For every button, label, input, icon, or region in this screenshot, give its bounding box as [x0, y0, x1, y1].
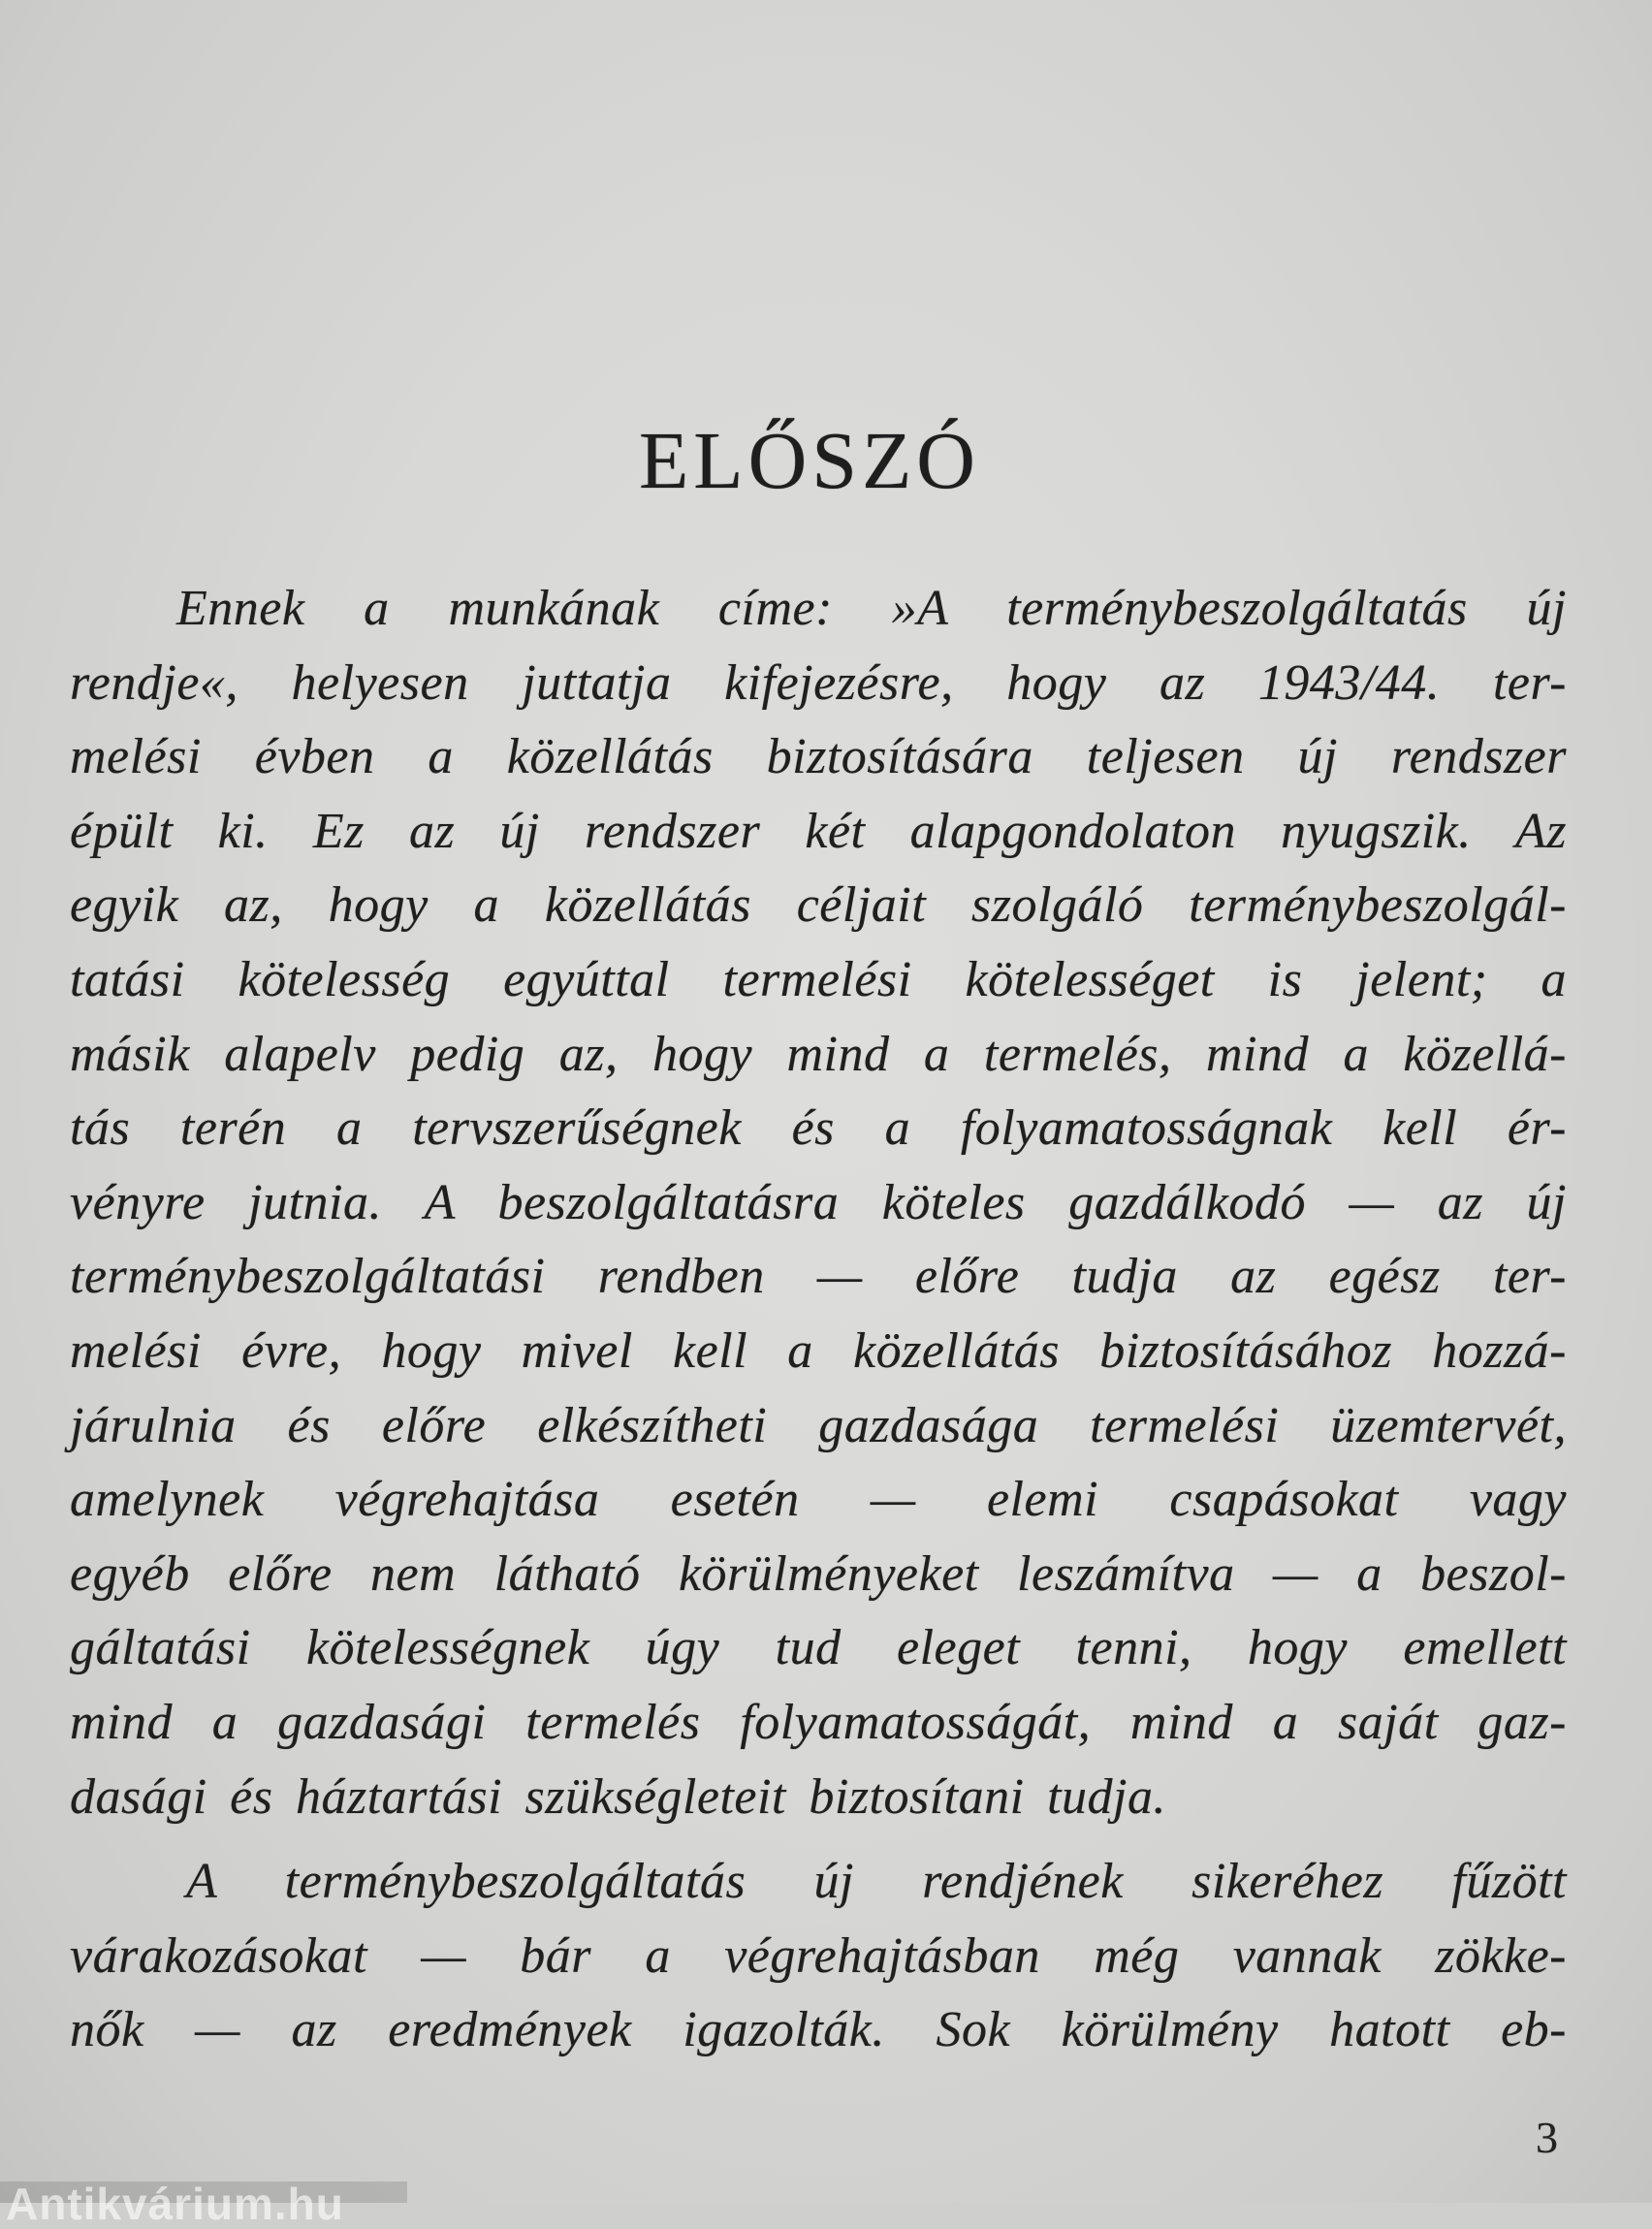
text-line: várakozásokat — bár a végrehajtásban még vannak zökke- — [70, 1927, 1567, 1984]
text-line: másik alapelv pedig az, hogy mind a termelés, mind a közellá- — [70, 1026, 1567, 1082]
text-line: épült ki. Ez az új rendszer két alapgondolaton nyugszik. Az — [70, 803, 1567, 859]
page-number: 3 — [1536, 2113, 1558, 2162]
text-line: gáltatási kötelességnek úgy tud eleget tenni, hogy emellett — [70, 1620, 1567, 1676]
text-line: rendje«, helyesen juttatja kifejezésre, hogy az 1943/44. ter- — [70, 654, 1567, 711]
text-line: tatási kötelesség egyúttal termelési kötelességet is jelent; a — [70, 951, 1567, 1007]
paragraph-1 — [70, 572, 1567, 1834]
text-line: amelynek végrehajtása esetén — elemi csapásokat vagy — [70, 1472, 1567, 1528]
text-line: dasági és háztartási szükségleteit biztosítani tudja. — [70, 1768, 1166, 1825]
text-line: melési évre, hogy mivel kell a közellátás biztosításához hozzá- — [70, 1322, 1567, 1379]
watermark-strip — [0, 2179, 407, 2229]
watermark: Antikvárium.hu — [6, 2179, 344, 2229]
text-line: A terménybeszolgáltatás új rendjének sikeréhez fűzött — [186, 1854, 1567, 1909]
text-line: melési évben a közellátás biztosítására teljesen új rendszer — [70, 729, 1567, 785]
page-title: ELŐSZÓ — [639, 416, 980, 506]
text-line: tás terén a tervszerűségnek és a folyamatosságnak kell ér- — [70, 1100, 1567, 1157]
text-line: egyéb előre nem látható körülményeket leszámítva — a beszol- — [70, 1545, 1567, 1602]
text-line: vényre jutnia. A beszolgáltatásra köteles gazdálkodó — az új — [70, 1174, 1567, 1230]
text-line: járulnia és előre elkészítheti gazdasága termelési üzemtervét, — [70, 1397, 1567, 1453]
text-line: Ennek a munkának címe: »A terménybeszolgáltatás új — [176, 581, 1567, 636]
text-line: nők — az eredmények igazolták. Sok körülmény hatott eb- — [70, 2002, 1567, 2058]
text-line: mind a gazdasági termelés folyamatosságát, mind a saját gaz- — [70, 1694, 1567, 1750]
paragraph-2 — [70, 1845, 1567, 2068]
text-line: terménybeszolgáltatási rendben — előre tudja az egész ter- — [70, 1249, 1567, 1305]
text-line: egyik az, hogy a közellátás céljait szolgáló terménybeszolgál- — [70, 877, 1567, 934]
